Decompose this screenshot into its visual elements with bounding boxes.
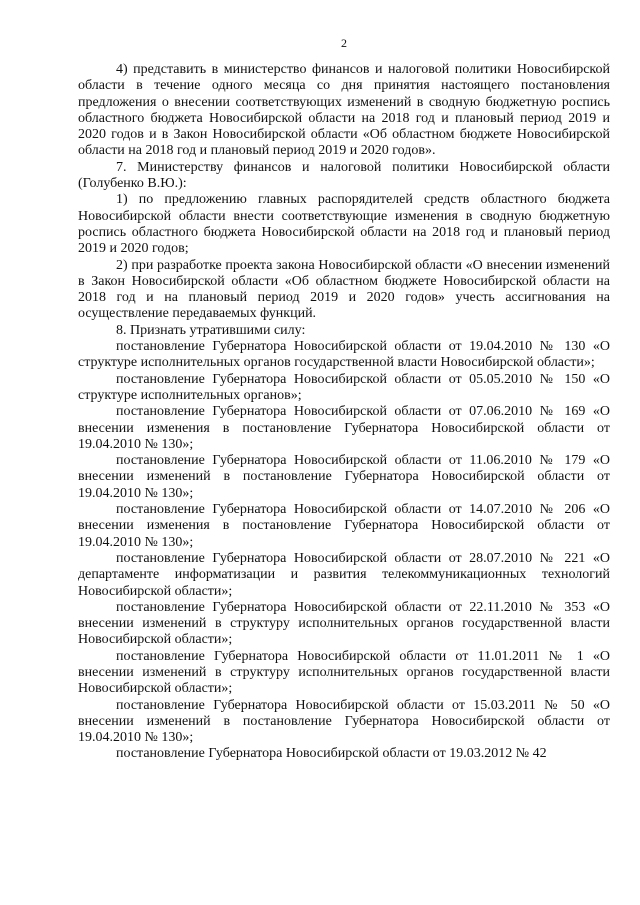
repealed-resolution-item: постановление Губернатора Новосибирской области от 14.07.2010 № 206 «О внесении изменения в постановление Губернатора Новосибирской области от 19.04.2010 № 130»;: [78, 502, 610, 550]
paragraph-clause-7: 7. Министерству финансов и налоговой политики Новосибирской области (Голубенко В.Ю.):: [78, 159, 610, 192]
paragraph-clause-8: 8. Признать утратившими силу:: [116, 322, 306, 338]
repealed-resolution-item: постановление Губернатора Новосибирской области от 11.01.2011 № 1 «О внесении изменений в структуру исполнительных органов государственной власти Новосибирской области»;: [78, 648, 610, 697]
repealed-resolution-item: постановление Губернатора Новосибирской области от 19.04.2010 № 130 «О структуре исполнительных органов государственной власти Новосибирской области»;: [78, 339, 610, 371]
paragraph-item-4-submit-proposals: 4) представить в министерство финансов и налоговой политики Новосибирской области в течение одного месяца со дня принятия настоящего постановления предложения о внесении соответствующих изменений в сводную бюджетную роспись областного бюджета Новосибирской области на 2018 год и плановый период 2019 и 2020 годов и в Закон Новосибирской области «Об областном бюджете Новосибирской области на 2018 год и плановый период 2019 и 2020 годов».: [78, 62, 610, 159]
repealed-resolution-item: постановление Губернатора Новосибирской области от 28.07.2010 № 221 «О департаменте информатизации и развития телекоммуникационных технологий Новосибирской области»;: [78, 550, 610, 599]
paragraph-clause-7-item-2: 2) при разработке проекта закона Новосибирской области «О внесении изменений в Закон Новосибирской области «Об областном бюджете Новосибирской области на 2018 год и на плановый период 2019 и 2020 годов» учесть ассигнования на осуществление передаваемых функций.: [78, 257, 610, 322]
document-body: [78, 62, 610, 763]
repealed-resolution-item: постановление Губернатора Новосибирской области от 07.06.2010 № 169 «О внесении изменения в постановление Губернатора Новосибирской области от 19.04.2010 № 130»;: [78, 404, 610, 452]
paragraph-clause-7-item-1: 1) по предложению главных распорядителей средств областного бюджета Новосибирской области внести соответствующие изменения в сводную бюджетную роспись областного бюджета Новосибирской области на 2018 год и плановый период 2019 и 2020 годов;: [78, 192, 610, 257]
page-number: 2: [341, 36, 347, 50]
repealed-resolution-item: постановление Губернатора Новосибирской области от 19.03.2012 № 42: [116, 746, 547, 762]
repealed-resolution-item: постановление Губернатора Новосибирской области от 15.03.2011 № 50 «О внесении изменений в постановление Губернатора Новосибирской области от 19.04.2010 № 130»;: [78, 697, 610, 746]
repealed-resolution-item: постановление Губернатора Новосибирской области от 11.06.2010 № 179 «О внесении изменений в постановление Губернатора Новосибирской области от 19.04.2010 № 130»;: [78, 453, 610, 501]
repealed-resolution-item: постановление Губернатора Новосибирской области от 05.05.2010 № 150 «О структуре исполнительных органов»;: [78, 371, 610, 403]
repealed-resolution-item: постановление Губернатора Новосибирской области от 22.11.2010 № 353 «О внесении изменений в структуру исполнительных органов государственной власти Новосибирской области»;: [78, 599, 610, 648]
